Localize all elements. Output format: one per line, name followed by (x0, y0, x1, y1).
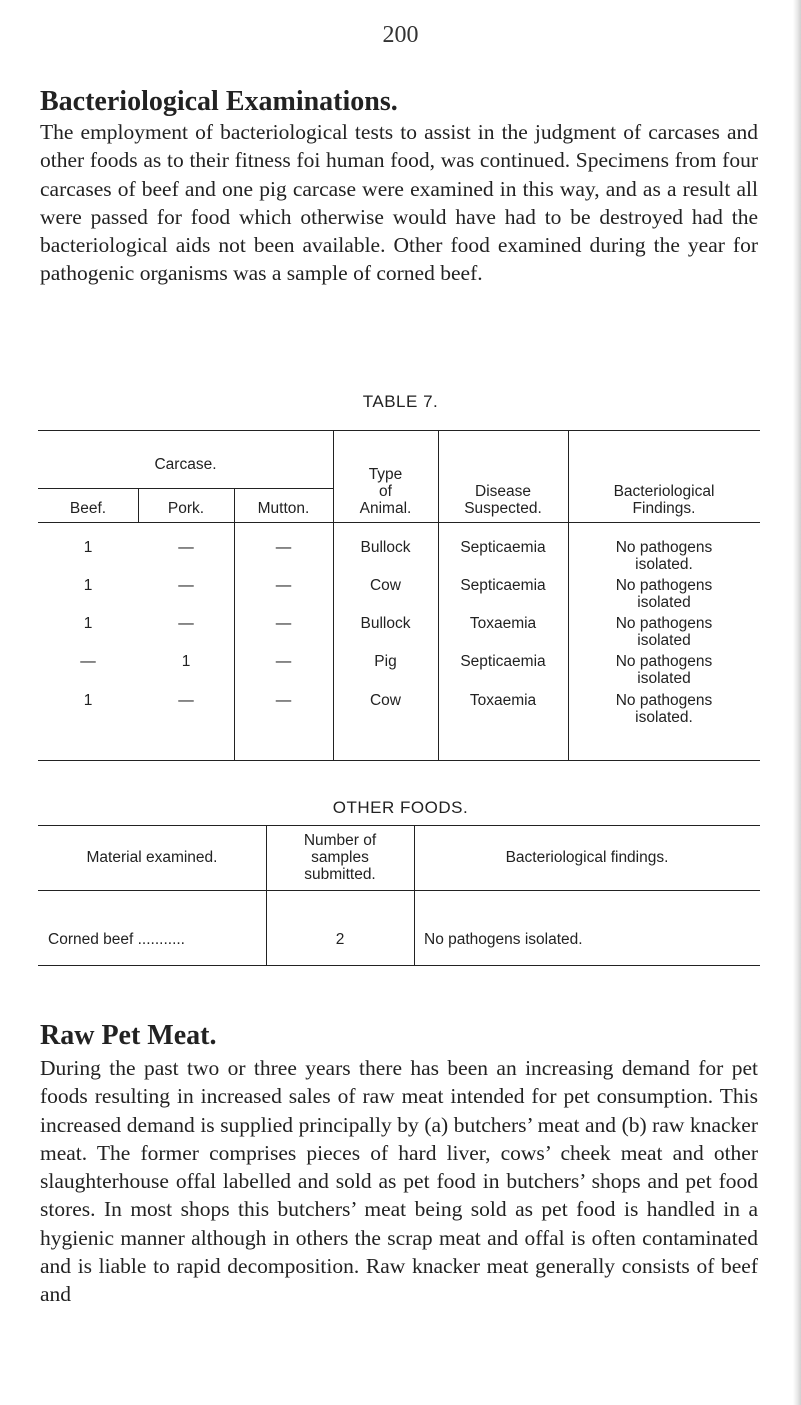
table7-cell-mutton: — (275, 615, 292, 632)
other-foods-caption: OTHER FOODS. (332, 798, 469, 817)
other-foods-header-number-1: Number of (303, 832, 377, 849)
table7-header-pork: Pork. (167, 500, 205, 517)
table7-cell-type: Cow (369, 692, 401, 709)
table7-header-type-1: Type (368, 466, 403, 483)
other-foods-header-number-2: samples (311, 849, 369, 866)
table7-carcase-rule (38, 488, 333, 489)
table7-cell-pork: — (178, 539, 194, 556)
other-foods-header-number-3: submitted. (304, 866, 376, 883)
table7-cell-disease: Toxaemia (469, 615, 537, 632)
table7-header-disease-1: Disease (475, 483, 531, 500)
table7-cell-disease: Toxaemia (469, 692, 537, 709)
table7-cell-mutton: — (275, 539, 292, 556)
table7-cell-disease: Septicaemia (460, 539, 546, 556)
table7-cell-mutton: — (275, 577, 292, 594)
table7-cell-pork: 1 (181, 653, 191, 670)
table7 (38, 430, 760, 762)
table7-cell-type: Bullock (360, 539, 411, 556)
table7-header-type-2: of (379, 483, 392, 500)
table7-top-rule (38, 430, 760, 431)
table7-cell-beef: 1 (83, 615, 93, 632)
table7-header-rule (38, 522, 760, 523)
other-foods-cell-finding: No pathogens isolated. (424, 931, 583, 948)
other-foods-header-rule (38, 890, 760, 891)
table7-header-carcase: Carcase. (154, 456, 217, 473)
other-foods-vrule (414, 825, 415, 965)
table7-cell-type: Cow (369, 577, 401, 594)
section-paragraph-raw-pet-meat: During the past two or three years there has been an increasing demand for pet foods resulting in increased sales of raw meat intended for pet consumption. This increased demand is supplied principally by (a) butchers’ meat and (b) raw knacker meat. The former comprises pieces of hard liver, cows’ cheek meat and other slaughterhouse offal labelled and sold as pet food in butchers’ shops and pet food stores. In most shops this butchers’ meat being sold as pet food is handled in a hygienic manner although in others the scrap meat and offal is often contaminated and is liable to rapid decomposition. Raw knacker meat generally consists of beef and (40, 1056, 758, 1307)
table7-cell-mutton: — (275, 653, 292, 670)
table7-cell-finding: No pathogens (615, 615, 713, 632)
other-foods-header-findings: Bacteriological findings. (505, 849, 669, 866)
table7-cell-beef: 1 (83, 692, 93, 709)
table7-cell-pork: — (178, 615, 194, 632)
table7-cell-disease: Septicaemia (460, 653, 546, 670)
table7-caption: TABLE 7. (362, 392, 439, 411)
table7-cell-beef: — (80, 653, 96, 670)
table7-cell-type: Bullock (360, 615, 411, 632)
other-foods-table (38, 825, 760, 967)
other-foods-cell-number: 2 (335, 931, 345, 948)
table7-header-disease-2: Suspected. (464, 500, 542, 517)
table7-cell-pork: — (178, 577, 194, 594)
table7-vrule (438, 430, 439, 760)
page-number: 200 (382, 22, 419, 48)
table7-cell-type: Pig (374, 653, 397, 670)
table7-header-findings-1: Bacteriological (613, 483, 715, 500)
other-foods-bottom-rule (38, 965, 760, 966)
other-foods-top-rule (38, 825, 760, 826)
table7-cell-finding-cont: isolated (637, 670, 691, 687)
other-foods-header-material: Material examined. (86, 849, 218, 866)
table7-cell-finding: No pathogens (615, 692, 713, 709)
table7-cell-mutton: — (275, 692, 292, 709)
table7-cell-finding: No pathogens (615, 577, 713, 594)
table7-cell-beef: 1 (83, 577, 93, 594)
table7-bottom-rule (38, 760, 760, 761)
section-paragraph-bacteriological: The employment of bacteriological tests to assist in the judgment of carcases and other foods as to their fitness foi human food, was continued. Specimens from four carcases of beef and one pig carcase were examined in this way, and as a result all were passed for food which otherwise would have had to be destroyed had the bacteriological aids not been available. Other food examined during the year for pathogenic organisms was a sample of corned beef. (40, 120, 758, 286)
table7-cell-finding: No pathogens (615, 539, 713, 556)
table7-cell-finding-cont: isolated (637, 632, 691, 649)
table7-cell-finding: No pathogens (615, 653, 713, 670)
table7-cell-finding-cont: isolated. (635, 709, 693, 726)
table7-header-type-3: Animal. (359, 500, 412, 517)
table7-cell-finding-cont: isolated (637, 594, 691, 611)
table7-header-beef: Beef. (69, 500, 107, 517)
table7-cell-finding-cont: isolated. (635, 556, 693, 573)
section-heading-bacteriological: Bacteriological Examinations. (40, 86, 398, 117)
section-heading-raw-pet-meat: Raw Pet Meat. (40, 1020, 217, 1051)
table7-cell-disease: Septicaemia (460, 577, 546, 594)
table7-cell-pork: — (178, 692, 194, 709)
page-edge-shadow (793, 0, 801, 1405)
other-foods-cell-material: Corned beef ........... (48, 931, 185, 948)
table7-cell-beef: 1 (83, 539, 93, 556)
table7-header-mutton: Mutton. (257, 500, 310, 517)
table7-header-findings-2: Findings. (632, 500, 696, 517)
